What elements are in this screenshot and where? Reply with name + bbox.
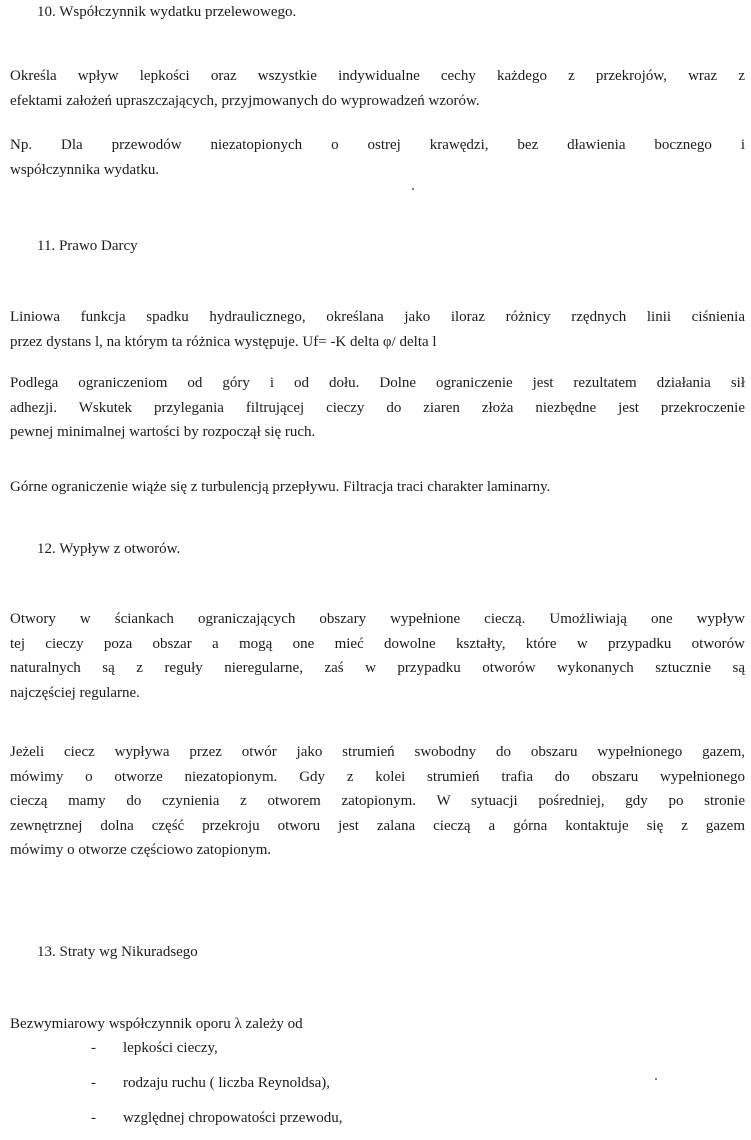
text-line: Określa wpływ lepkości oraz wszystkie indywidualne cechy każdego z przekrojów, wraz z: [10, 68, 745, 84]
paragraph-s11-upper-limit: [10, 475, 745, 500]
text-line: mówimy o otworze częściowo zatopionym.: [10, 842, 272, 858]
heading-section-11: 11. Prawo Darcy: [37, 238, 138, 254]
paragraph-s10-example: [10, 133, 745, 182]
text-line: przez dystans l, na którym ta różnica występuje. Uf= -K delta φ/ delta l: [10, 333, 437, 350]
text-line: współczynnika wydatku.: [10, 161, 160, 178]
scan-speck: [655, 1078, 657, 1080]
heading-section-10: 10. Współczynnik wydatku przelewowego.: [37, 4, 297, 20]
list-item-text: rodzaju ruchu ( liczba Reynoldsa),: [123, 1075, 331, 1091]
paragraph-s11-limits: [10, 371, 745, 445]
text-line: Górne ograniczenie wiąże się z turbulencją przepływu. Filtracja traci charakter laminarny.: [10, 479, 551, 495]
text-line: adhezji. Wskutek przylegania filtrującej cieczy do ziaren złoża niezbędne jest przekroczenie: [10, 399, 745, 416]
text-line: Jeżeli ciecz wypływa przez otwór jako strumień swobodny do obszaru wypełnionego gazem,: [10, 744, 745, 760]
text-line: Np. Dla przewodów niezatopionych o ostrej krawędzi, bez dławienia bocznego i: [10, 137, 745, 153]
list-item-text: lepkości cieczy,: [123, 1040, 218, 1056]
text-line: cieczą mamy do czynienia z otworem zatopionym. W sytuacji pośredniej, gdy po stronie: [10, 793, 745, 809]
text-line: Podlega ograniczeniom od góry i od dołu. Dolne ograniczenie jest rezultatem działania sił: [10, 375, 745, 391]
text-line: efektami założeń upraszczających, przyjmowanych do wyprowadzeń wzorów.: [10, 92, 480, 109]
text-line: Liniowa funkcja spadku hydraulicznego, określana jako iloraz różnicy rzędnych linii ciśnienia: [10, 309, 745, 325]
text-line: najczęściej regularne.: [10, 684, 140, 701]
paragraph-s13-intro: [10, 1012, 745, 1037]
text-line: mówimy o otworze niezatopionym. Gdy z kolei strumień trafia do obszaru wypełnionego: [10, 768, 745, 785]
text-line: Otwory w ściankach ograniczających obszary wypełnione cieczą. Umożliwiają one wypływ: [10, 611, 745, 627]
list-item-text: względnej chropowatości przewodu,: [123, 1110, 343, 1126]
heading-section-12: 12. Wypływ z otworów.: [37, 541, 181, 557]
bullet-dash: -: [91, 1110, 96, 1126]
paragraph-s10-definition: [10, 64, 745, 113]
paragraph-s12-openings: [10, 607, 745, 705]
scan-speck: [412, 188, 414, 190]
text-line: tej cieczy poza obszar a mogą one mieć dowolne kształty, które w przypadku otworów: [10, 635, 745, 652]
text-line: Bezwymiarowy współczynnik oporu λ zależy od: [10, 1016, 303, 1032]
paragraph-s11-definition: [10, 305, 745, 354]
text-line: naturalnych są z reguły nieregularne, zaś w przypadku otworów wykonanych sztucznie są: [10, 660, 745, 676]
text-line: pewnej minimalnej wartości by rozpoczął się ruch.: [10, 424, 316, 440]
text-line: zewnętrznej dolna część przekroju otworu jest zalana cieczą a górna kontaktuje się z gazem: [10, 817, 745, 834]
heading-section-13: 13. Straty wg Nikuradsego: [37, 944, 198, 960]
bullet-dash: -: [91, 1075, 96, 1091]
bullet-dash: -: [91, 1040, 96, 1056]
paragraph-s12-outflow: [10, 740, 745, 863]
